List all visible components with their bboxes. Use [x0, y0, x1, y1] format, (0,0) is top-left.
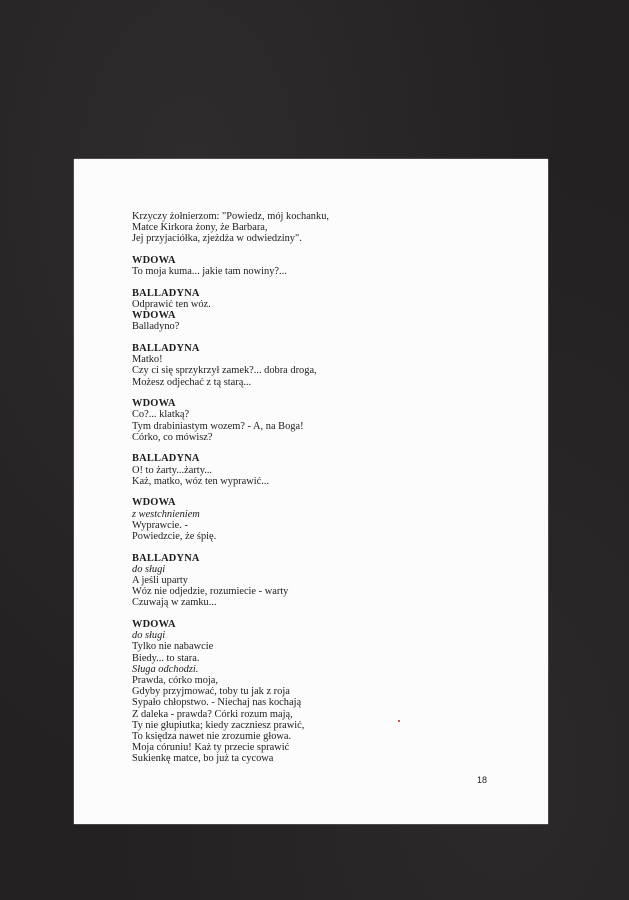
verse-line: Każ, matko, wóz ten wyprawić...	[132, 475, 270, 487]
dialogue-block	[132, 255, 462, 277]
page-number: 18	[476, 775, 487, 785]
verse-line: A jeśli uparty	[132, 575, 188, 587]
dialogue-block	[132, 553, 462, 609]
speaker-name: WDOWA	[132, 310, 176, 322]
verse-line: To księdza nawet nie zrozumie głowa.	[132, 731, 292, 743]
stage-direction: do sługi	[132, 563, 166, 575]
stage-direction: do sługi	[132, 630, 166, 642]
verse-line: Gdyby przyjmować, toby tu jak z roja	[132, 686, 290, 698]
verse-line: Powiedzcie, że śpię.	[132, 531, 217, 543]
dialogue-block	[132, 310, 462, 332]
verse-line: Biedy... to stara.	[132, 652, 200, 664]
verse-line: Córko, co mówisz?	[132, 431, 213, 443]
verse-line: Czy ci się sprzykrzył zamek?... dobra droga,	[132, 365, 317, 377]
ink-speck	[398, 720, 400, 722]
verse-line: Sukienkę matce, bo już ta cycowa	[132, 753, 274, 765]
dialogue-block	[132, 211, 462, 245]
verse-line: Balladyno?	[132, 321, 180, 333]
dialogue-block	[132, 398, 462, 443]
verse-line: Prawda, córko moja,	[132, 675, 218, 687]
verse-line: Ty nie głupiutka; kiedy zaczniesz prawić,	[132, 719, 305, 731]
verse-line: Wóz nie odjedzie, rozumiecie - warty	[132, 586, 289, 598]
verse-line: Tylko nie nabawcie	[132, 641, 214, 653]
verse-line: O! to żarty...żarty...	[132, 464, 213, 476]
verse-line: Jej przyjaciółka, zjeżdża w odwiedziny".	[132, 233, 302, 245]
dialogue-block	[132, 288, 462, 310]
verse-line: Sypało chłopstwo. - Niechaj nas kochają	[132, 697, 302, 709]
verse-line: To moja kuma... jakie tam nowiny?...	[132, 266, 287, 278]
verse-line: Z daleka - prawda? Córki rozum mają,	[132, 708, 293, 720]
verse-line: Krzyczy żołnierzom: "Powiedz, mój kochanku,	[132, 211, 329, 222]
speaker-name: BALLADYNA	[132, 552, 200, 564]
dialogue-block	[132, 343, 462, 388]
dialogue-block	[132, 497, 462, 542]
verse-line: Moja córuniu! Każ ty przecie sprawić	[132, 742, 290, 754]
dialogue-block	[132, 619, 462, 765]
speaker-name: WDOWA	[132, 497, 176, 509]
dialogue-block	[132, 453, 462, 487]
speaker-name: WDOWA	[132, 619, 176, 631]
stage-direction: Sługa odchodzi.	[132, 663, 199, 675]
verse-line: Odprawić ten wóz.	[132, 299, 211, 310]
verse-line: Matce Kirkora żony, że Barbara,	[132, 222, 268, 234]
verse-line: Matko!	[132, 354, 163, 366]
speaker-name: BALLADYNA	[132, 343, 200, 354]
document-page	[74, 159, 548, 824]
verse-line: Czuwają w zamku...	[132, 597, 217, 609]
verse-line: Co?... klatką?	[132, 409, 190, 421]
page-text	[132, 211, 462, 775]
speaker-name: BALLADYNA	[132, 453, 200, 465]
verse-line: Wyprawcie. -	[132, 519, 188, 531]
verse-line: Możesz odjechać z tą starą...	[132, 376, 252, 388]
stage-direction: z westchnieniem	[132, 508, 200, 520]
speaker-name: BALLADYNA	[132, 287, 200, 299]
speaker-name: WDOWA	[132, 255, 176, 266]
verse-line: Tym drabiniastym wozem? - A, na Boga!	[132, 420, 304, 432]
speaker-name: WDOWA	[132, 398, 176, 410]
